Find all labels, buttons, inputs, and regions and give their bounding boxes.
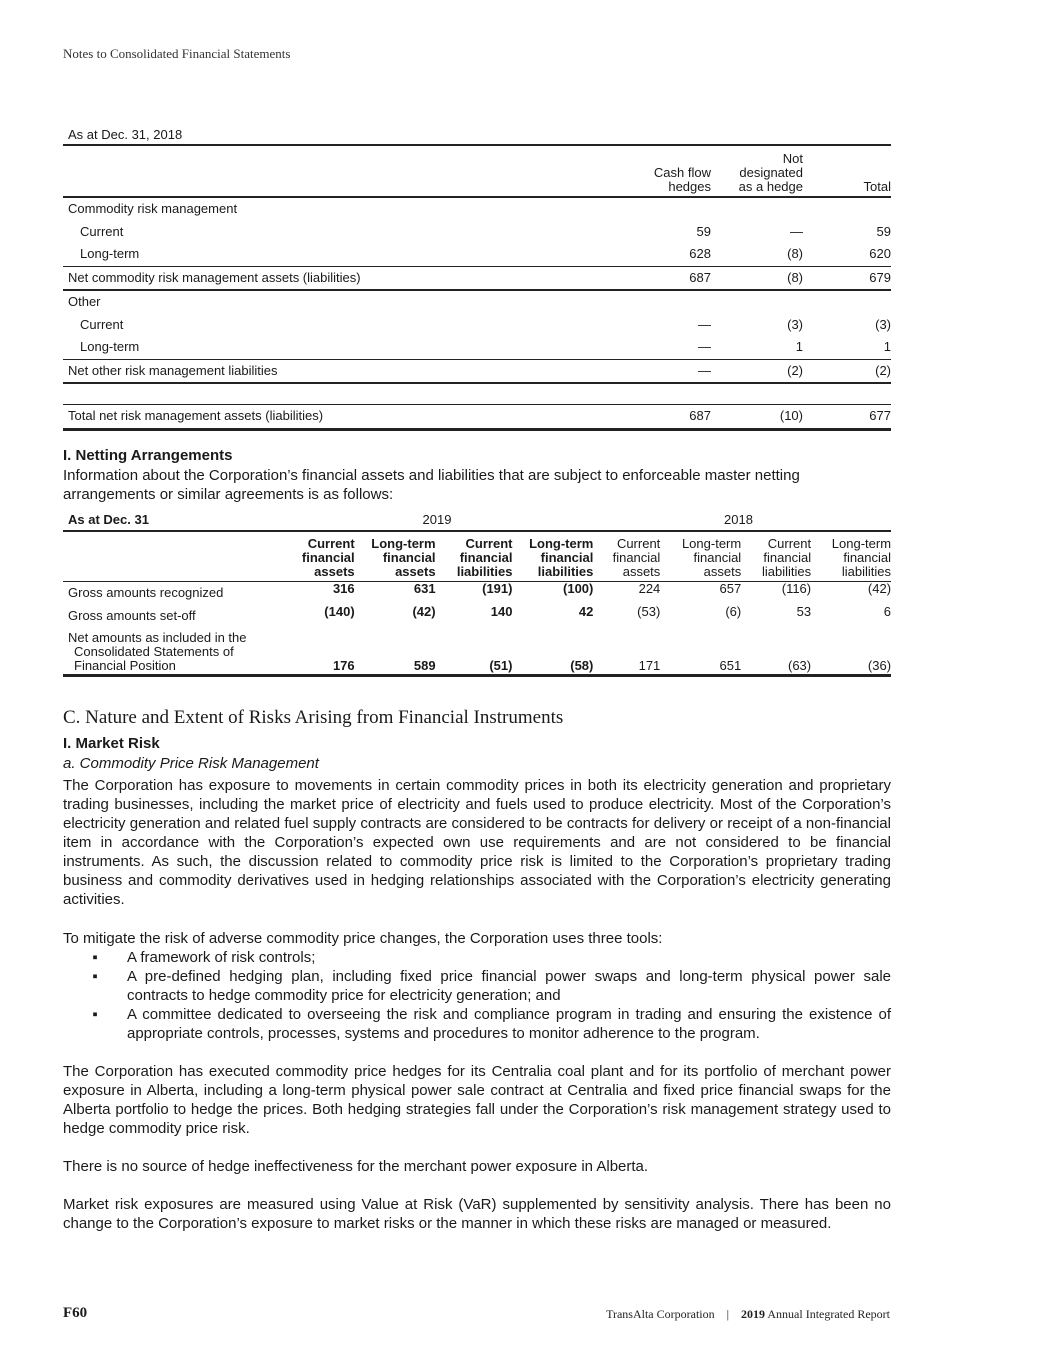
netting-intro: Information about the Corporation’s financial assets and liabilities that are subject to enforceable master netting arrangements or similar agreements is as follows: [63,467,800,503]
page-number: F60 [63,1305,88,1321]
year-2018: 2018 [724,512,753,527]
col-header-not-designated: Not designated as a hedge [738,151,803,194]
running-title: Notes to Consolidated Financial Statements [63,46,291,61]
risk-management-table-2018 [63,126,891,431]
table-row: Gross amounts set-off (140) (42) 140 42 (53) (6) 53 6 [68,603,892,623]
table-row: Current — (3) (3) [80,316,891,332]
list-item: ▪ A committee dedicated to overseeing the risk and compliance program in trading and ensuring the existence of appropriate controls, processes, systems and procedures to monitor adherence to the program. [63,1005,891,1043]
paragraph: To mitigate the risk of adverse commodity price changes, the Corporation uses three tools: [63,930,663,947]
table-row-net: Net amounts as included in the Consolidated Statements of Financial Position 176 589 (51) (58) 171 651 (63) (36) [63,627,891,677]
table-row-subtotal: Net other risk management liabilities — (2) (2) [63,359,891,383]
bullet-icon: ▪ [92,968,98,985]
table-caption: As at Dec. 31, 2018 [63,126,891,146]
paragraph: The Corporation has executed commodity price hedges for its Centralia coal plant and for its portfolio of merchant power exposure in Alberta, including a long-term physical power sale contract at Centralia and fixed price financial swaps for the Alberta portfolio to hedge the prices. Both hedging strategies fall under the Corporation’s risk management strategy used to hedge commodity price risk. [63,1063,891,1137]
paragraph: There is no source of hedge ineffectiveness for the merchant power exposure in Alberta. [63,1158,649,1175]
tools-list [63,948,891,1043]
table-row: Gross amounts recognized 316 631 (191) (100) 224 657 (116) (42) [68,581,892,600]
table-row: Long-term — 1 1 [80,339,891,354]
table-row-subtotal: Net commodity risk management assets (liabilities) 687 (8) 679 [63,266,891,292]
table-row: Current 59 — 59 [80,223,891,239]
table-row: Long-term 628 (8) 620 [80,246,891,261]
table-row: Other [68,294,101,309]
section-heading: C. Nature and Extent of Risks Arising from Financial Instruments [63,707,564,728]
table-row-total: Total net risk management assets (liabilities) 687 (10) 677 [63,404,891,431]
market-risk-heading: I. Market Risk [63,735,160,752]
table-row: Commodity risk management [68,201,238,216]
list-item: ▪ A pre-defined hedging plan, including fixed price financial power swaps and long-term physical power sale contracts to hedge commodity price for electricity generation; and [63,967,891,1005]
footer-title: TransAlta Corporation | 2019 Annual Integrated Report [606,1307,890,1321]
netting-table [63,510,891,677]
netting-heading: I. Netting Arrangements [63,447,233,464]
year-2019: 2019 [422,512,452,527]
table-divider [63,382,891,404]
col-header-total: Total [863,179,891,194]
paragraph: The Corporation has exposure to movements in certain commodity prices in both its electricity generation and proprietary trading businesses, including the market price of electricity and fuels used to produce electricity. Most of the Corporation’s electricity generation and related fuel supply contracts are considered to be contracts for delivery or receipt of a non-financial item in accordance with the Corporation’s expected own use requirements and are not considered to be financial instruments. As such, the discussion related to commodity price risk is limited to the Corporation’s proprietary trading business and commodity derivatives used in hedging relationships associated with the Corporation’s electricity generating activities. [63,777,891,908]
col-header-cash-flow-hedges: Cash flow hedges [653,165,711,194]
netting-year-header: As at Dec. 31 2019 2018 [63,510,891,532]
paragraph: Market risk exposures are measured using Value at Risk (VaR) supplemented by sensitivity analysis. There has been no change to the Corporation’s exposure to market risks or the manner in which these risks are managed or measured. [63,1196,891,1232]
netting-column-headers: Current financial assets Long-term financial assets Current financial liabilities Long-term financial liabilities Current financial assets Long-term financial assets Current financial liabilities Long-term financial liabilities [63,532,891,582]
table-header [63,146,891,198]
commodity-price-heading: a. Commodity Price Risk Management [63,755,319,772]
bullet-icon: ▪ [92,949,98,966]
bullet-icon: ▪ [92,1006,98,1023]
list-item: ▪ A framework of risk controls; [63,948,891,967]
